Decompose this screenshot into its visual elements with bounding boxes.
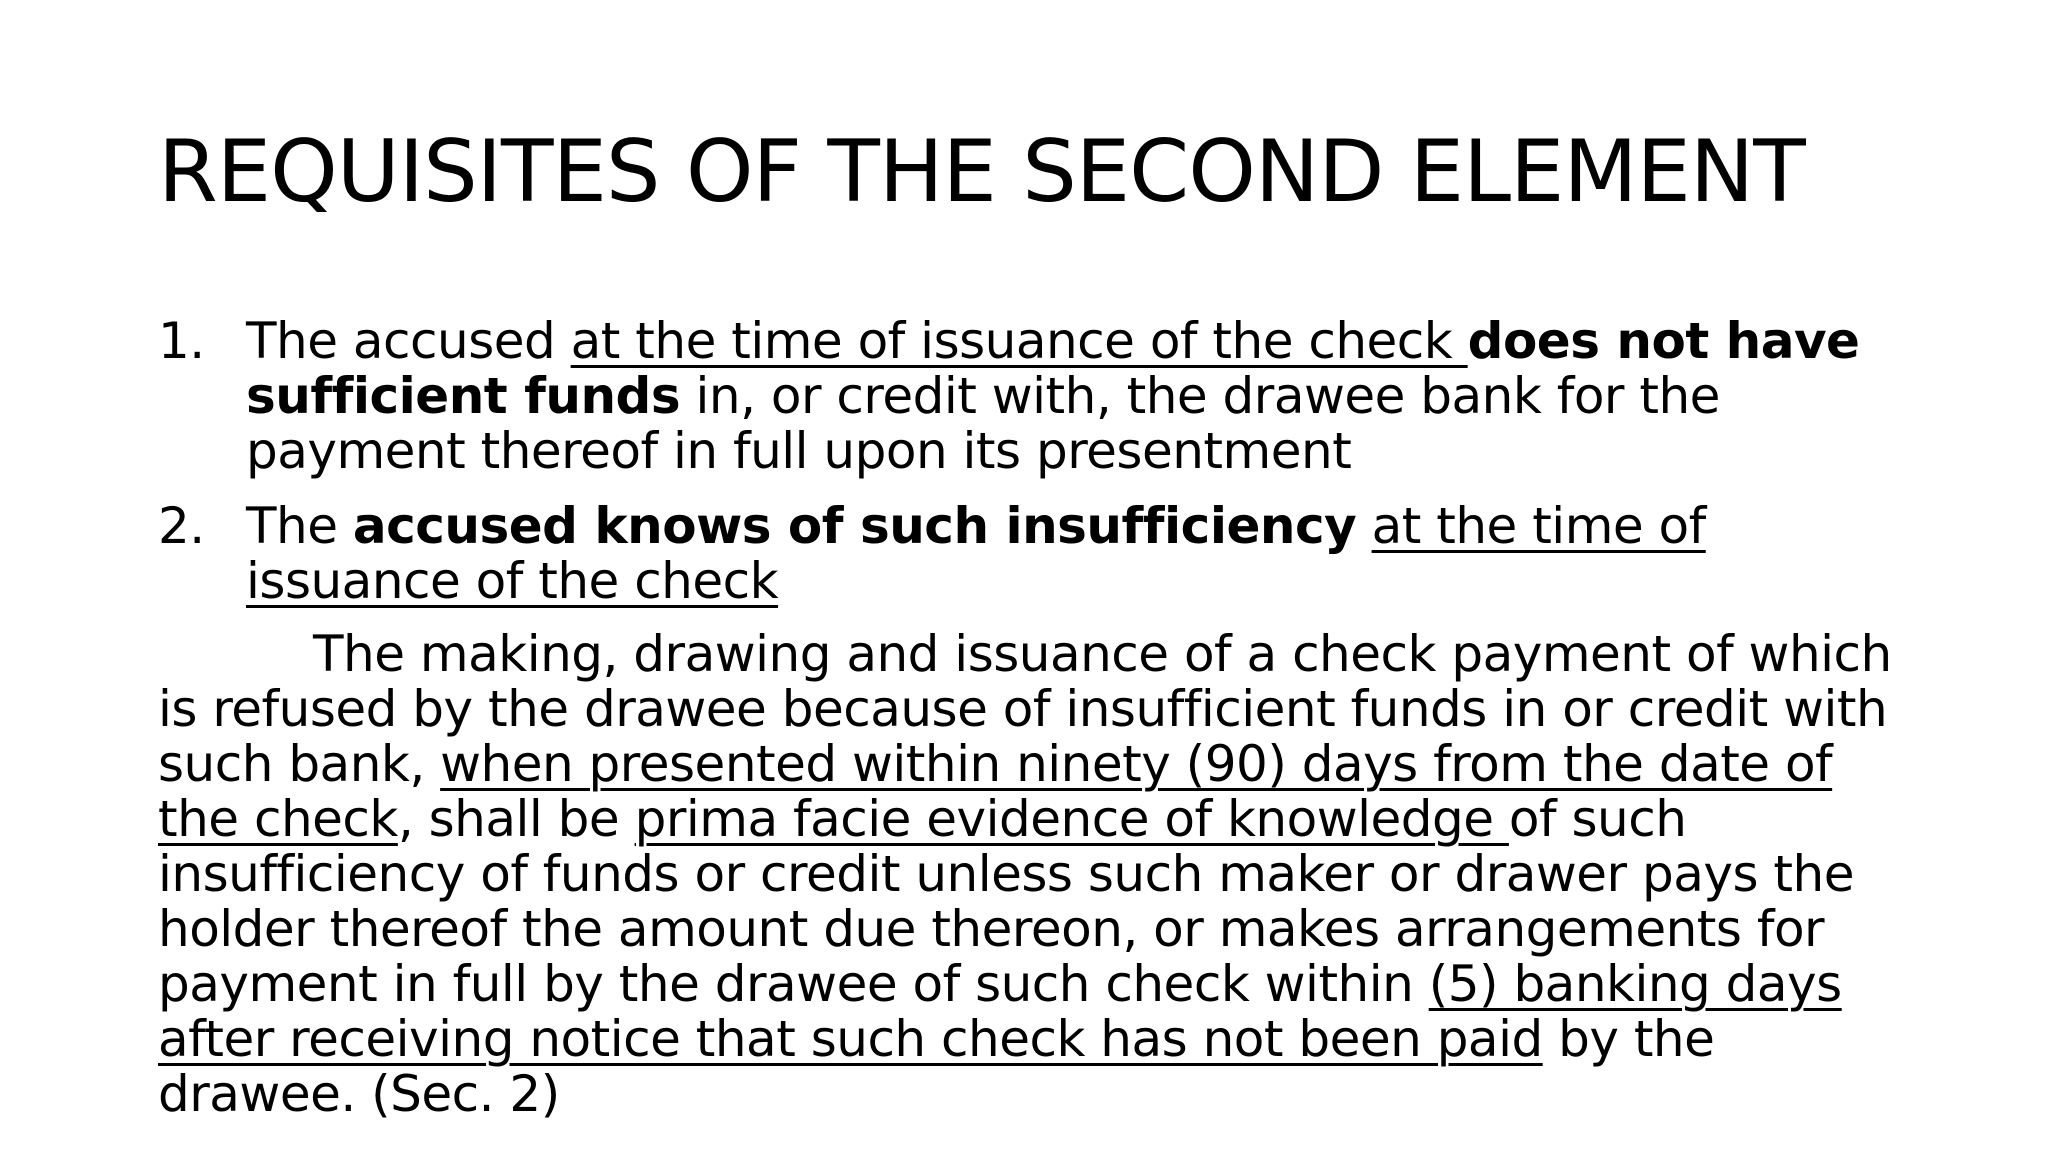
requisite-item-1 (158, 314, 1918, 479)
list-number: 1. (158, 312, 205, 370)
slide-title: REQUISITES OF THE SECOND ELEMENT (158, 122, 1805, 222)
underlined-text: at the time of issuance of the check (246, 497, 1706, 610)
text-run: of such insufficiency of funds or credit unless such maker or drawer pays the holder thereof the amount due thereon, or makes arrangements for payment in full by the drawee of such check within (158, 790, 1854, 1013)
text-run: The (246, 497, 353, 555)
underlined-text: (5) banking days after receiving notice that such check has not been paid (158, 955, 1842, 1068)
bold-text: accused knows of such insufficiency (352, 497, 1357, 555)
text-run: The accused (246, 312, 571, 370)
list-number: 2. (158, 497, 205, 555)
text-run (1356, 497, 1371, 555)
text-run: The making, drawing and issuance of a check payment of which is refused by the drawee because of insufficient funds in or credit with such bank, (158, 625, 1892, 793)
text-run: in, or credit with, the drawee bank for the payment thereof in full upon its presentment (246, 367, 1720, 480)
bold-text: does not have sufficient funds (246, 312, 1860, 425)
underlined-text: at the time of issuance of the check (570, 312, 1468, 370)
text-run: by the drawee. (Sec. 2) (158, 1010, 1715, 1123)
requisites-list (158, 314, 1918, 609)
requisite-item-2 (158, 499, 1918, 609)
text-run: , shall be (397, 790, 635, 848)
statute-paragraph (158, 627, 1918, 1122)
slide-body (158, 314, 1918, 1122)
underlined-text: prima facie evidence of knowledge (634, 790, 1509, 848)
underlined-text: when presented within ninety (90) days from the date of the check (158, 735, 1833, 848)
